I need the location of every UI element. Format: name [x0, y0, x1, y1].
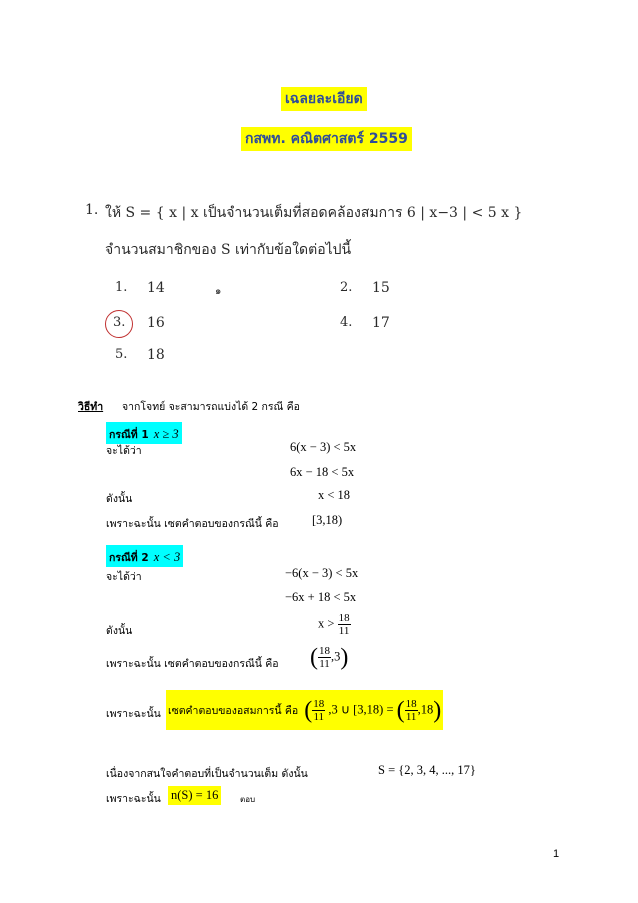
union-hl-text: เซตคำตอบของอสมการนี้ คือ	[168, 704, 299, 717]
page-number: 1	[553, 848, 560, 860]
close-paren: )	[433, 697, 442, 723]
solution-label: วิธีทำ	[78, 401, 104, 413]
choice-5-val: 18	[147, 347, 165, 363]
case1-eq1: 6(x − 3) < 5x	[290, 440, 357, 454]
fraction-numerator: 18	[319, 645, 330, 657]
question-line2: จำนวนสมาชิกของ S เท่ากับข้อใดต่อไปนี้	[105, 242, 352, 258]
question-line1: ให้ S = { x | x เป็นจำนวนเต็มที่สอดคล้องสมการ 6 | x−3 | < 5 x }	[105, 205, 523, 221]
fraction-denominator: 11	[319, 658, 330, 670]
choice-2-num: 2.	[340, 280, 353, 295]
union-fraction-1	[312, 698, 325, 723]
fraction-numerator: 18	[338, 612, 350, 624]
case1-result: [3,18)	[312, 513, 343, 527]
case2-title: กรณีที่ 2	[109, 552, 149, 564]
choice-5-num: 5.	[115, 347, 128, 362]
answer-value: n(S) = 16	[168, 786, 221, 805]
case2-result	[310, 645, 348, 670]
case2-eq2: −6x + 18 < 5x	[285, 590, 357, 604]
case2-eq1: −6(x − 3) < 5x	[285, 566, 359, 580]
integers-text: เนื่องจากสนใจคำตอบที่เป็นจำนวนเต็ม ดังนั้น	[106, 768, 308, 780]
choice-4-num: 4.	[340, 315, 353, 330]
result-fraction	[318, 645, 331, 670]
case2-header	[106, 545, 183, 567]
choice-3-val: 16	[147, 315, 165, 331]
case2-eq3-lhs: x >	[318, 616, 335, 631]
close-paren: )	[340, 644, 349, 671]
case2-result-text: เพราะฉะนั้น เซตคำตอบของกรณีนี้ คือ	[106, 658, 279, 670]
case1-eq2: 6x − 18 < 5x	[290, 465, 355, 479]
case1-header	[106, 422, 182, 444]
page-subtitle: กสพท. คณิตศาสตร์ 2559	[241, 127, 412, 151]
case2-so: ดังนั้น	[106, 625, 133, 637]
union-tail: ,18	[417, 701, 434, 716]
case1-got: จะได้ว่า	[106, 445, 142, 457]
page-title: เฉลยละเอียด	[281, 87, 367, 111]
choice-3-num: 3.	[113, 315, 126, 330]
union-fraction-2	[405, 698, 418, 723]
case1-result-text: เพราะฉะนั้น เซตคำตอบของกรณีนี้ คือ	[106, 518, 279, 530]
case1-so: ดังนั้น	[106, 493, 133, 505]
union-prefix: เพราะฉะนั้น	[106, 708, 161, 720]
case2-got: จะได้ว่า	[106, 571, 142, 583]
case1-cond: x ≥ 3	[153, 427, 179, 441]
open-paren: (	[304, 697, 313, 723]
case2-fraction	[338, 612, 351, 637]
fraction-denominator: 11	[405, 710, 417, 723]
answer-prefix: เพราะฉะนั้น	[106, 793, 161, 805]
question-number: 1.	[85, 202, 99, 218]
fraction-numerator: 18	[313, 697, 325, 710]
choice-2-val: 15	[372, 280, 390, 296]
fraction-numerator: 18	[405, 697, 417, 710]
choice-4-val: 17	[372, 315, 390, 331]
stray-mark: ๑	[215, 286, 222, 297]
case2-eq3	[318, 612, 351, 637]
union-highlight	[166, 690, 443, 730]
solution-intro: จากโจทย์ จะสามารถแบ่งได้ 2 กรณี คือ	[122, 401, 300, 413]
choice-1-val: 14	[147, 280, 165, 296]
case1-eq3: x < 18	[318, 488, 351, 502]
choice-1-num: 1.	[115, 280, 128, 295]
case2-cond: x < 3	[153, 550, 181, 564]
union-expression	[304, 698, 441, 723]
fraction-denominator: 11	[313, 710, 325, 723]
open-paren: (	[396, 697, 405, 723]
fraction-denominator: 11	[338, 625, 350, 637]
case1-title: กรณีที่ 1	[109, 429, 149, 441]
result-tail: ,3	[331, 649, 341, 664]
open-paren: (	[310, 644, 318, 671]
union-mid: ,3 ∪ [3,18) =	[328, 701, 394, 716]
question-scan	[85, 192, 555, 367]
integers-set: S = {2, 3, 4, ..., 17}	[378, 763, 476, 777]
answer-suffix: ตอบ	[240, 795, 256, 804]
